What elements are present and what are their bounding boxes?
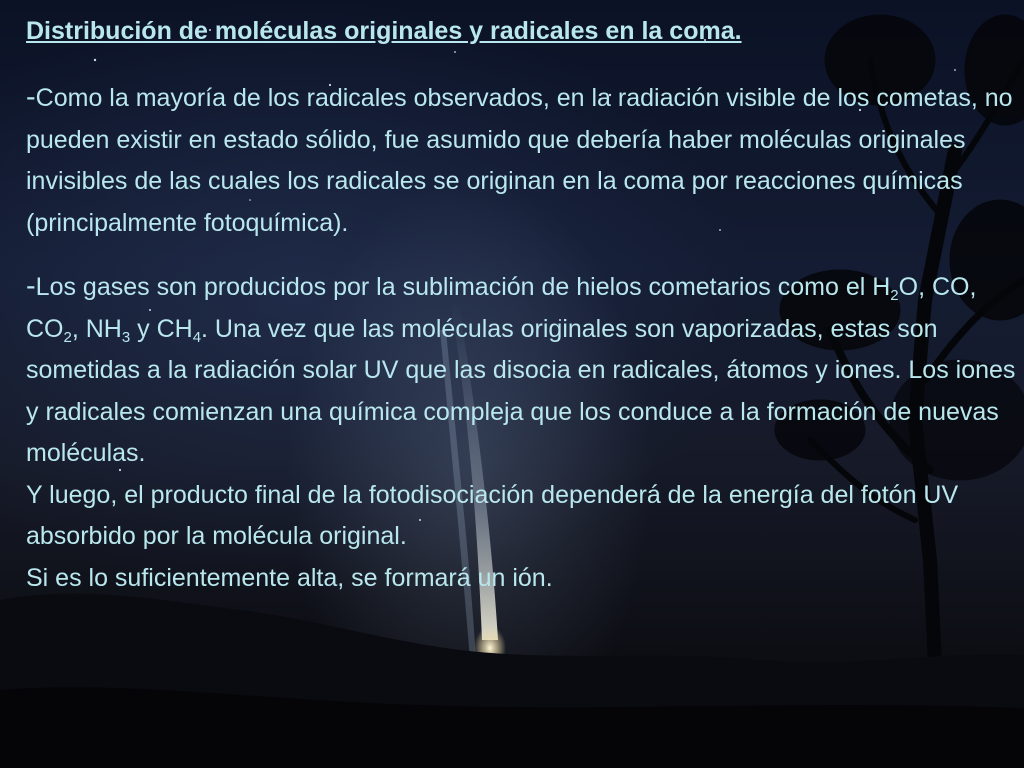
subscript: 4: [192, 328, 202, 346]
bullet-dash: -: [26, 81, 36, 113]
paragraph-radicals: [26, 77, 1016, 244]
gases-formula-text: , NH: [71, 314, 122, 343]
slide-content: [26, 14, 1016, 599]
subscript: 2: [63, 328, 72, 346]
gases-intro-text: Los gases son producidos por la sublimación de hielos cometarios como el H: [35, 273, 891, 301]
bullet-dash: -: [26, 270, 36, 302]
paragraph-gases: [26, 266, 1016, 599]
photodissociation-text: Y luego, el producto final de la fotodisociación dependerá de la energía del fotón UV absorbido por la molécula original.: [26, 480, 959, 550]
paragraph-radicals-text: Como la mayoría de los radicales observados, en la radiación visible de los cometas, no pueden existir en estado sólido, fue asumido que debería haber moléculas originales invisibles de las cuales los radicales se originan en la coma por reacciones químicas (principalmente fotoquímica).: [26, 84, 1013, 237]
gases-formula-text: y CH: [130, 314, 193, 343]
subscript: 2: [890, 287, 899, 304]
ion-formation-text: Si es lo suficientemente alta, se formará un ión.: [26, 563, 553, 592]
slide-title: Distribución de moléculas originales y radicales en la coma.: [26, 17, 742, 45]
gases-formula-text: O, CO, CO: [26, 273, 977, 343]
gases-rest-text: . Una vez que las moléculas originales son vaporizadas, estas son sometidas a la radiación solar UV que las disocia en radicales, átomos y iones. Los iones y radicales comienzan una química compleja que los conduce a la formación de nuevas moléculas.: [26, 314, 1016, 467]
subscript: 3: [121, 328, 131, 346]
